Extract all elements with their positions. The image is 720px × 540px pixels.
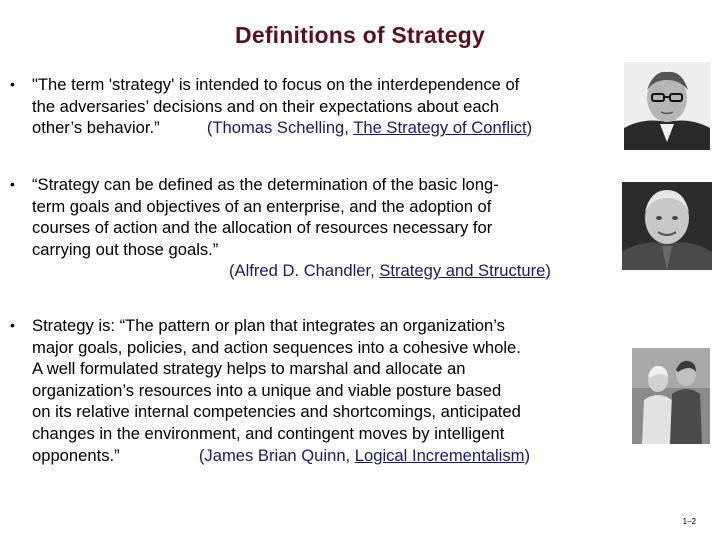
bullet: • xyxy=(10,176,15,192)
citation: (Thomas Schelling, The Strategy of Conflict) xyxy=(206,118,533,138)
book-title: The Strategy of Conflict xyxy=(353,118,527,138)
quote-line: carrying out those goals.” xyxy=(32,239,219,259)
book-title: Logical Incrementalism xyxy=(354,445,525,465)
quote-line: the adversaries’ decisions and on their expectations about each xyxy=(32,96,500,116)
quote-line: major goals, policies, and action sequences into a cohesive whole. xyxy=(32,337,521,357)
portrait-alfred-chandler xyxy=(622,182,712,270)
quote-line: Strategy is: “The pattern or plan that integrates an organization’s xyxy=(32,316,505,335)
photo-james-brian-quinn xyxy=(630,334,712,452)
quote-line: opponents.” xyxy=(32,445,120,465)
quote-line: other’s behavior.” xyxy=(32,118,160,138)
quote-line: courses of action and the allocation of resources necessary for xyxy=(32,218,493,238)
quote-line: "The term 'strategy' is intended to focus on the interdependence of xyxy=(32,75,520,94)
quote-line: on its relative internal competencies and shortcomings, anticipated xyxy=(32,402,521,422)
quote-line: organization’s resources into a unique and viable posture based xyxy=(32,380,502,400)
definition-chandler xyxy=(10,174,551,282)
quote-line: “Strategy can be defined as the determination of the basic long- xyxy=(32,175,499,194)
quote-line: changes in the environment, and contingent moves by intelligent xyxy=(32,423,505,443)
portrait-thomas-schelling xyxy=(624,62,710,150)
definition-schelling xyxy=(10,74,532,139)
citation: (Alfred D. Chandler, Strategy and Structure) xyxy=(229,261,551,281)
quote-line: term goals and objectives of an enterprise, and the adoption of xyxy=(32,196,492,216)
slide-title: Definitions of Strategy xyxy=(235,22,485,48)
page-number: 1–2 xyxy=(682,517,696,526)
citation: (James Brian Quinn, Logical Incrementalism) xyxy=(198,445,530,465)
bullet: • xyxy=(10,76,15,92)
definition-quinn xyxy=(10,315,530,466)
book-title: Strategy and Structure xyxy=(379,261,546,281)
bullet: • xyxy=(10,317,15,333)
quote-line: A well formulated strategy helps to marshal and allocate an xyxy=(32,359,466,379)
